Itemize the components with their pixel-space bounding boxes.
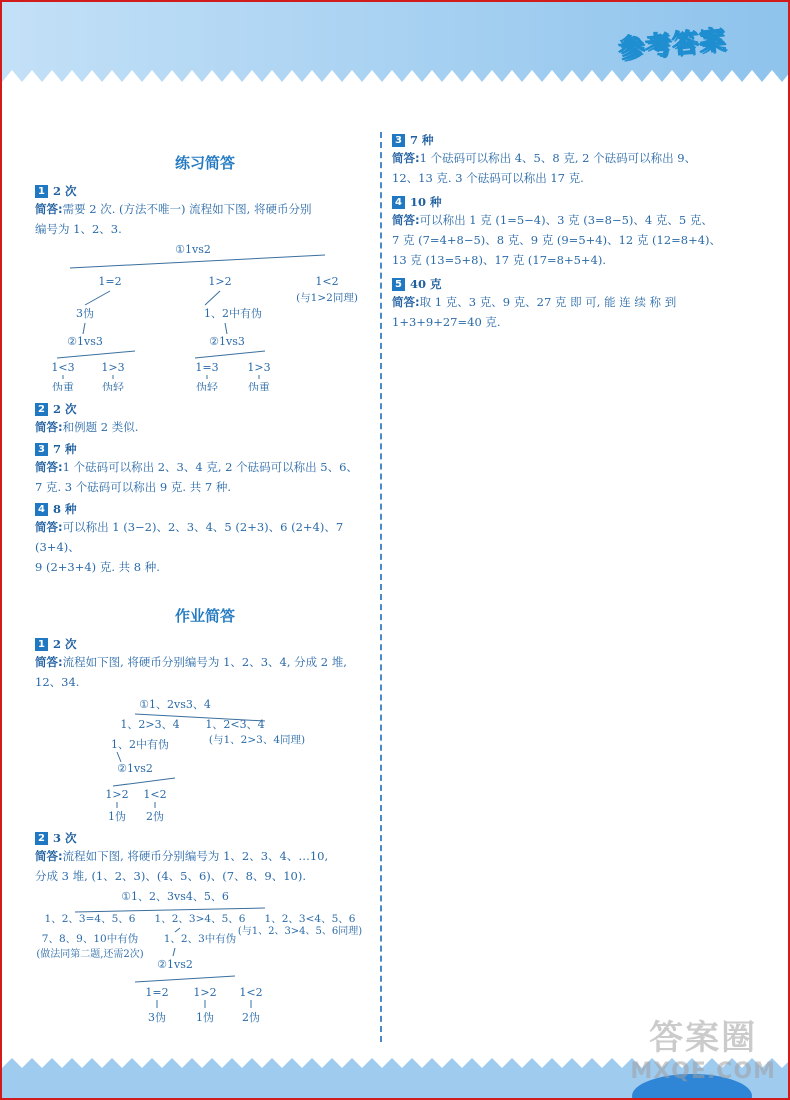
answer-text: 流程如下图, 将硬币分别编号为 1、2、3、4、…10,	[62, 849, 329, 863]
tree-node: 1<3	[51, 361, 75, 374]
tree-leaf: 3伪	[148, 1011, 166, 1024]
tree-leaf: 伪轻	[102, 381, 124, 391]
answer-text: 1 个砝码可以称出 4、5、8 克, 2 个砝码可以称出 9、	[419, 151, 697, 165]
tree-node: 1>2	[208, 275, 232, 288]
answer-label: 简答:	[35, 849, 63, 863]
tree-node: ①1、2、3vs4、5、6	[121, 890, 229, 903]
question-number: 3	[392, 134, 405, 147]
tree-note: (与1、2、3>4、5、6同理)	[237, 926, 363, 937]
tree-node: 1、2、3=4、5、6	[44, 913, 136, 925]
answer-text: 1+3+9+27=40 克.	[392, 315, 501, 329]
tree-node: 1、2、3<4、5、6	[264, 913, 356, 925]
question-answer-head: 2 次	[53, 402, 77, 416]
question-number: 2	[35, 403, 48, 416]
flowchart-homework-q2	[35, 888, 375, 1028]
answer-text: 分成 3 堆, (1、2、3)、(4、5、6)、(7、8、9、10).	[35, 869, 306, 883]
tree-node: 1<2	[143, 788, 167, 801]
question-answer-head: 2 次	[53, 184, 77, 198]
tree-node: 1、2、3中有伪	[163, 933, 237, 945]
flowchart-homework-q1	[35, 696, 375, 826]
answer-text: 和例题 2 类似.	[62, 420, 139, 434]
left-column	[35, 152, 375, 1028]
tree-node: 1>2	[193, 986, 217, 999]
question-answer-head: 7 种	[410, 133, 434, 147]
tree-leaf: 伪重	[52, 381, 74, 391]
answer-text: 可以称出 1 克 (1=5−4)、3 克 (3=8−5)、4 克、5 克、	[419, 213, 713, 227]
answer-text: 13 克 (13=5+8)、17 克 (17=8+5+4).	[392, 253, 607, 267]
answer-text: 7 克 (7=4+8−5)、8 克、9 克 (9=5+4)、12 克 (12=8+4)、	[392, 233, 722, 247]
tree-node: ②1vs2	[157, 958, 193, 971]
tree-node: 1、2中有伪	[111, 738, 169, 751]
question-answer-head: 3 次	[53, 831, 77, 845]
tree-node: 1>3	[247, 361, 271, 374]
tree-node: ①1、2vs3、4	[139, 698, 211, 711]
tree-leaf: 1伪	[108, 810, 126, 823]
answer-text: 12、13 克. 3 个砝码可以称出 17 克.	[392, 171, 584, 185]
question-number: 1	[35, 185, 48, 198]
practice-q4	[35, 501, 375, 577]
tree-node: 7、8、9、10中有伪	[41, 933, 139, 945]
answer-label: 简答:	[35, 202, 63, 216]
answer-label: 简答:	[392, 213, 420, 227]
tree-node: 1、2>3、4	[120, 718, 180, 731]
answer-text: 1 个砝码可以称出 2、3、4 克, 2 个砝码可以称出 5、6、	[62, 460, 358, 474]
tree-leaf: 1伪	[196, 1011, 214, 1024]
tree-node: 1=3	[195, 361, 219, 374]
question-number: 4	[392, 196, 405, 209]
question-answer-head: 7 种	[53, 442, 77, 456]
tree-note: (做法同第二题,还需2次)	[36, 949, 144, 960]
question-number: 3	[35, 443, 48, 456]
practice-q3	[35, 441, 375, 497]
tree-node: 1、2<3、4	[205, 718, 265, 731]
homework-title: 作业简答	[174, 607, 235, 625]
watermark-cn: 答案圈	[649, 1018, 758, 1058]
tree-node: ②1vs3	[67, 335, 103, 348]
watermark	[630, 1010, 776, 1084]
answer-text: 流程如下图, 将硬币分别编号为 1、2、3、4, 分成 2 堆,	[62, 655, 347, 669]
tree-node: 1>3	[101, 361, 125, 374]
answer-text: 9 (2+3+4) 克. 共 8 种.	[35, 560, 160, 574]
answer-text: 取 1 克、3 克、9 克、27 克 即 可, 能 连 续 称 到	[419, 295, 677, 309]
flowchart-practice-q1	[35, 241, 375, 391]
homework-q2	[35, 830, 375, 886]
tree-node: 1=2	[98, 275, 122, 288]
tree-node: ②1vs3	[209, 335, 245, 348]
column-divider	[380, 132, 382, 1042]
tree-node: 1、2、3>4、5、6	[154, 913, 246, 925]
answer-label: 简答:	[35, 655, 63, 669]
practice-title: 练习简答	[174, 154, 235, 172]
tree-node: ②1vs2	[117, 762, 153, 775]
answer-text: 编号为 1、2、3.	[35, 222, 122, 236]
answer-text: 7 克. 3 个砝码可以称出 9 克. 共 7 种.	[35, 480, 231, 494]
tree-note: (与1、2>3、4同理)	[208, 734, 306, 746]
right-q4	[392, 194, 742, 270]
right-column	[392, 132, 742, 332]
watermark-en: MXQE.COM	[630, 1059, 776, 1084]
tree-node: 1、2中有伪	[204, 307, 262, 320]
answer-label: 简答:	[392, 295, 420, 309]
tree-node: 1>2	[105, 788, 129, 801]
question-answer-head: 8 种	[53, 502, 77, 516]
answer-label: 简答:	[35, 520, 63, 534]
tree-node: 1<2	[239, 986, 263, 999]
answer-label: 简答:	[35, 460, 63, 474]
tree-leaf: 2伪	[146, 810, 164, 823]
tree-node: 1=2	[145, 986, 169, 999]
question-number: 1	[35, 638, 48, 651]
right-q3	[392, 132, 742, 188]
tree-node: ①1vs2	[175, 243, 211, 256]
tree-node: 1<2	[315, 275, 339, 288]
practice-q2	[35, 401, 375, 437]
tree-leaf: 2伪	[242, 1011, 260, 1024]
tree-node: 3伪	[76, 307, 94, 320]
header-brand: 参考答案	[617, 25, 728, 65]
practice-q1	[35, 183, 375, 239]
answer-label: 简答:	[392, 151, 420, 165]
question-number: 4	[35, 503, 48, 516]
right-q5	[392, 276, 742, 332]
tree-leaf: 伪重	[248, 381, 270, 391]
answer-text: 需要 2 次. (方法不唯一) 流程如下图, 将硬币分别	[62, 202, 312, 216]
tree-leaf: 伪轻	[196, 381, 218, 391]
answer-label: 简答:	[35, 420, 63, 434]
question-number: 2	[35, 832, 48, 845]
question-answer-head: 2 次	[53, 637, 77, 651]
answer-text: 可以称出 1 (3−2)、2、3、4、5 (2+3)、6 (2+4)、7 (3+4)、	[35, 520, 344, 554]
question-answer-head: 40 克	[410, 277, 442, 291]
homework-q1	[35, 636, 375, 692]
answer-text: 12、34.	[35, 675, 80, 689]
question-answer-head: 10 种	[410, 195, 442, 209]
question-number: 5	[392, 278, 405, 291]
tree-note: (与1>2同理)	[296, 292, 358, 304]
